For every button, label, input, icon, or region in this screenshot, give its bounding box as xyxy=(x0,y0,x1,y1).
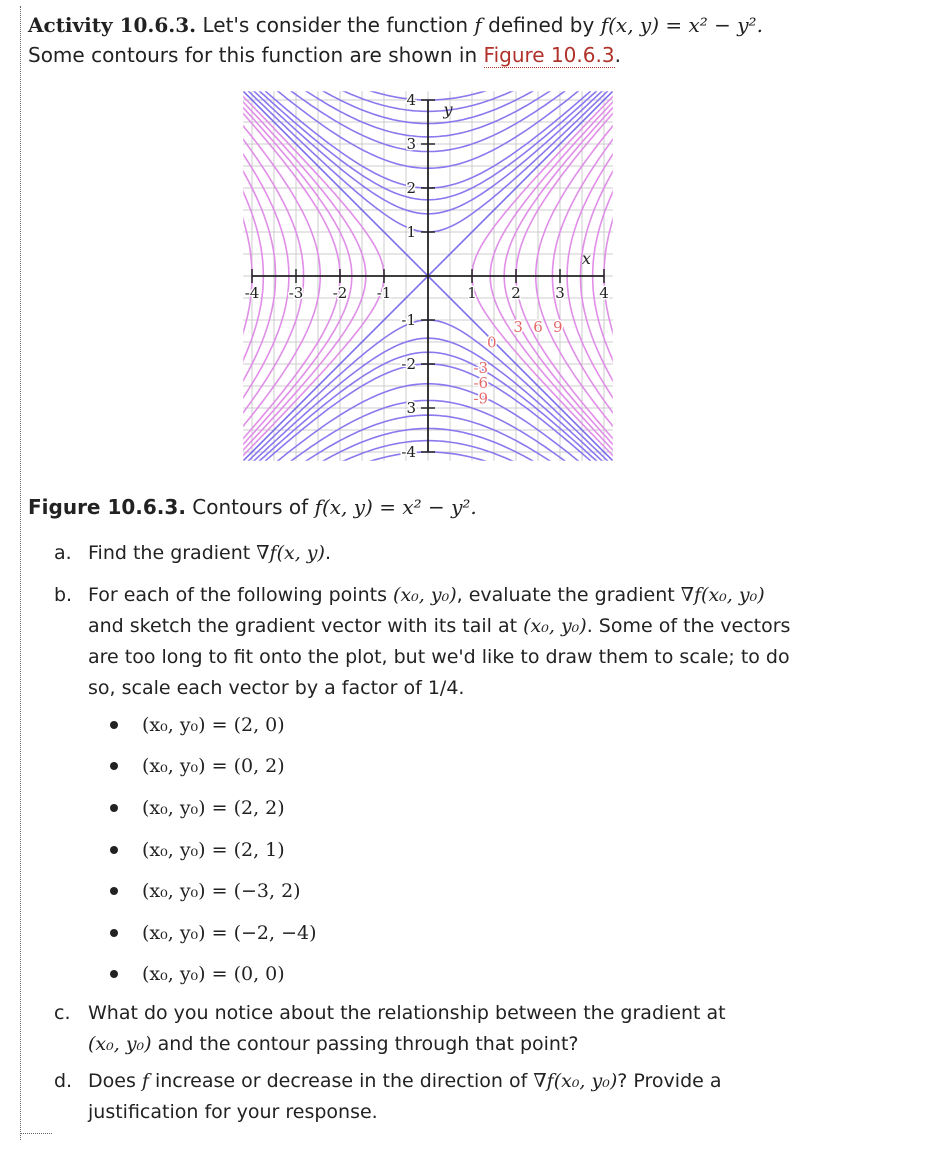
activity-line-2 xyxy=(28,40,908,70)
part-b-l1-text: For each of the following points xyxy=(88,584,387,606)
figure-link[interactable]: Figure 10.6.3 xyxy=(483,43,615,67)
contour-level-negative: -6 xyxy=(473,374,489,393)
part-b-line-4: so, scale each vector by a factor of 1/4. xyxy=(88,677,465,699)
caption-expression: f(x, y) = x² − y². xyxy=(314,495,477,519)
activity-frame-end xyxy=(20,1133,52,1134)
part-d-suffix: ? Provide a xyxy=(617,1070,722,1092)
bullet xyxy=(110,721,118,729)
x-axis-label: x xyxy=(581,249,591,268)
part-b-l2-suffix: . Some of the vectors xyxy=(586,615,791,637)
bullet xyxy=(110,929,118,937)
contour-level-zero: 0 xyxy=(487,333,497,352)
part-b-l2-point: (x₀, y₀) xyxy=(523,615,587,637)
part-b-l1-mid: , evaluate the gradient xyxy=(456,584,675,606)
part-a-gradient: ∇f(x, y) xyxy=(256,542,325,564)
part-b-marker: b. xyxy=(54,584,73,606)
y-tick-label: 1 xyxy=(406,223,416,241)
point-item: (x₀, y₀) = (2, 1) xyxy=(142,839,285,861)
bullet xyxy=(110,887,118,895)
part-b xyxy=(54,580,848,704)
activity-number: Activity 10.6.3. xyxy=(28,13,197,37)
part-c-line-1: What do you notice about the relationship between the gradient at xyxy=(88,1002,726,1024)
figure-caption xyxy=(28,492,477,522)
part-b-line-3: are too long to fit onto the plot, but we'd like to draw them to scale; to do xyxy=(88,646,790,668)
point-item: (x₀, y₀) = (−3, 2) xyxy=(142,880,301,902)
y-tick-label: -1 xyxy=(401,311,416,329)
x-tick-label: 4 xyxy=(599,284,609,302)
part-b-l1-point: (x₀, y₀) xyxy=(393,584,457,606)
part-a xyxy=(54,538,331,569)
contour-level-positive: 6 xyxy=(533,317,543,336)
part-c-marker: c. xyxy=(54,1002,71,1024)
part-d-line-2: justification for your response. xyxy=(88,1101,378,1123)
y-tick-label: 3 xyxy=(406,135,416,153)
caption-text: Contours of xyxy=(192,495,309,519)
bullet xyxy=(110,846,118,854)
part-d xyxy=(54,1066,848,1128)
x-tick-label: -2 xyxy=(332,284,348,302)
y-axis-label: y xyxy=(443,99,453,119)
function-name: f xyxy=(474,13,482,37)
part-a-period: . xyxy=(324,542,331,564)
part-d-marker: d. xyxy=(54,1070,73,1092)
part-d-line-1 xyxy=(88,1066,848,1097)
x-tick-label: -3 xyxy=(288,284,304,302)
part-d-gradient: ∇f(x₀, y₀) xyxy=(533,1070,618,1092)
x-tick-label: -4 xyxy=(244,284,260,302)
activity-line-1 xyxy=(28,10,908,40)
part-d-f: f xyxy=(141,1070,149,1092)
y-tick-label: 2 xyxy=(406,179,416,197)
part-c-line-2 xyxy=(88,1029,848,1060)
part-c xyxy=(54,998,848,1060)
part-d-mid: increase or decrease in the direction of xyxy=(154,1070,528,1092)
point-item: (x₀, y₀) = (2, 0) xyxy=(142,714,285,736)
contour-level-negative: -9 xyxy=(473,389,489,408)
y-tick-label: 4 xyxy=(406,91,416,109)
point-item: (x₀, y₀) = (2, 2) xyxy=(142,797,285,819)
contours-intro: Some contours for this function are shown in xyxy=(28,43,478,67)
x-tick-label: 1 xyxy=(467,284,477,302)
x-tick-label: 3 xyxy=(555,284,565,302)
part-b-l1-gradient: ∇f(x₀, y₀) xyxy=(680,584,765,606)
bullet xyxy=(110,970,118,978)
caption-number: Figure 10.6.3. xyxy=(28,495,186,519)
activity-intro: Let's consider the function xyxy=(202,13,469,37)
bullet xyxy=(110,762,118,770)
y-tick-label: -2 xyxy=(401,355,416,373)
point-item: (x₀, y₀) = (−2, −4) xyxy=(142,922,317,944)
contour-plot xyxy=(236,84,620,468)
activity-heading xyxy=(28,10,908,70)
defined-by: defined by xyxy=(488,13,595,37)
x-tick-label: 2 xyxy=(511,284,521,302)
part-c-point: (x₀, y₀) xyxy=(88,1033,152,1055)
part-a-marker: a. xyxy=(54,542,72,564)
contour-level-positive: 3 xyxy=(513,317,523,336)
part-c-suffix: and the contour passing through that point? xyxy=(157,1033,579,1055)
y-tick-label: 3 xyxy=(406,399,416,417)
point-item: (x₀, y₀) = (0, 2) xyxy=(142,755,285,777)
x-tick-label: -1 xyxy=(376,284,392,302)
part-b-line-1 xyxy=(88,580,848,611)
function-definition: f(x, y) = x² − y². xyxy=(600,13,763,37)
period: . xyxy=(614,43,621,67)
contour-level-positive: 9 xyxy=(553,317,563,336)
part-a-text: Find the gradient xyxy=(88,542,251,564)
part-d-prefix: Does xyxy=(88,1070,136,1092)
contour-level-negative: -3 xyxy=(473,358,489,377)
part-b-line-2 xyxy=(88,611,848,642)
point-item: (x₀, y₀) = (0, 0) xyxy=(142,963,285,985)
part-b-l2-text: and sketch the gradient vector with its tail at xyxy=(88,615,518,637)
y-tick-label: -4 xyxy=(401,443,416,461)
bullet xyxy=(110,804,118,812)
